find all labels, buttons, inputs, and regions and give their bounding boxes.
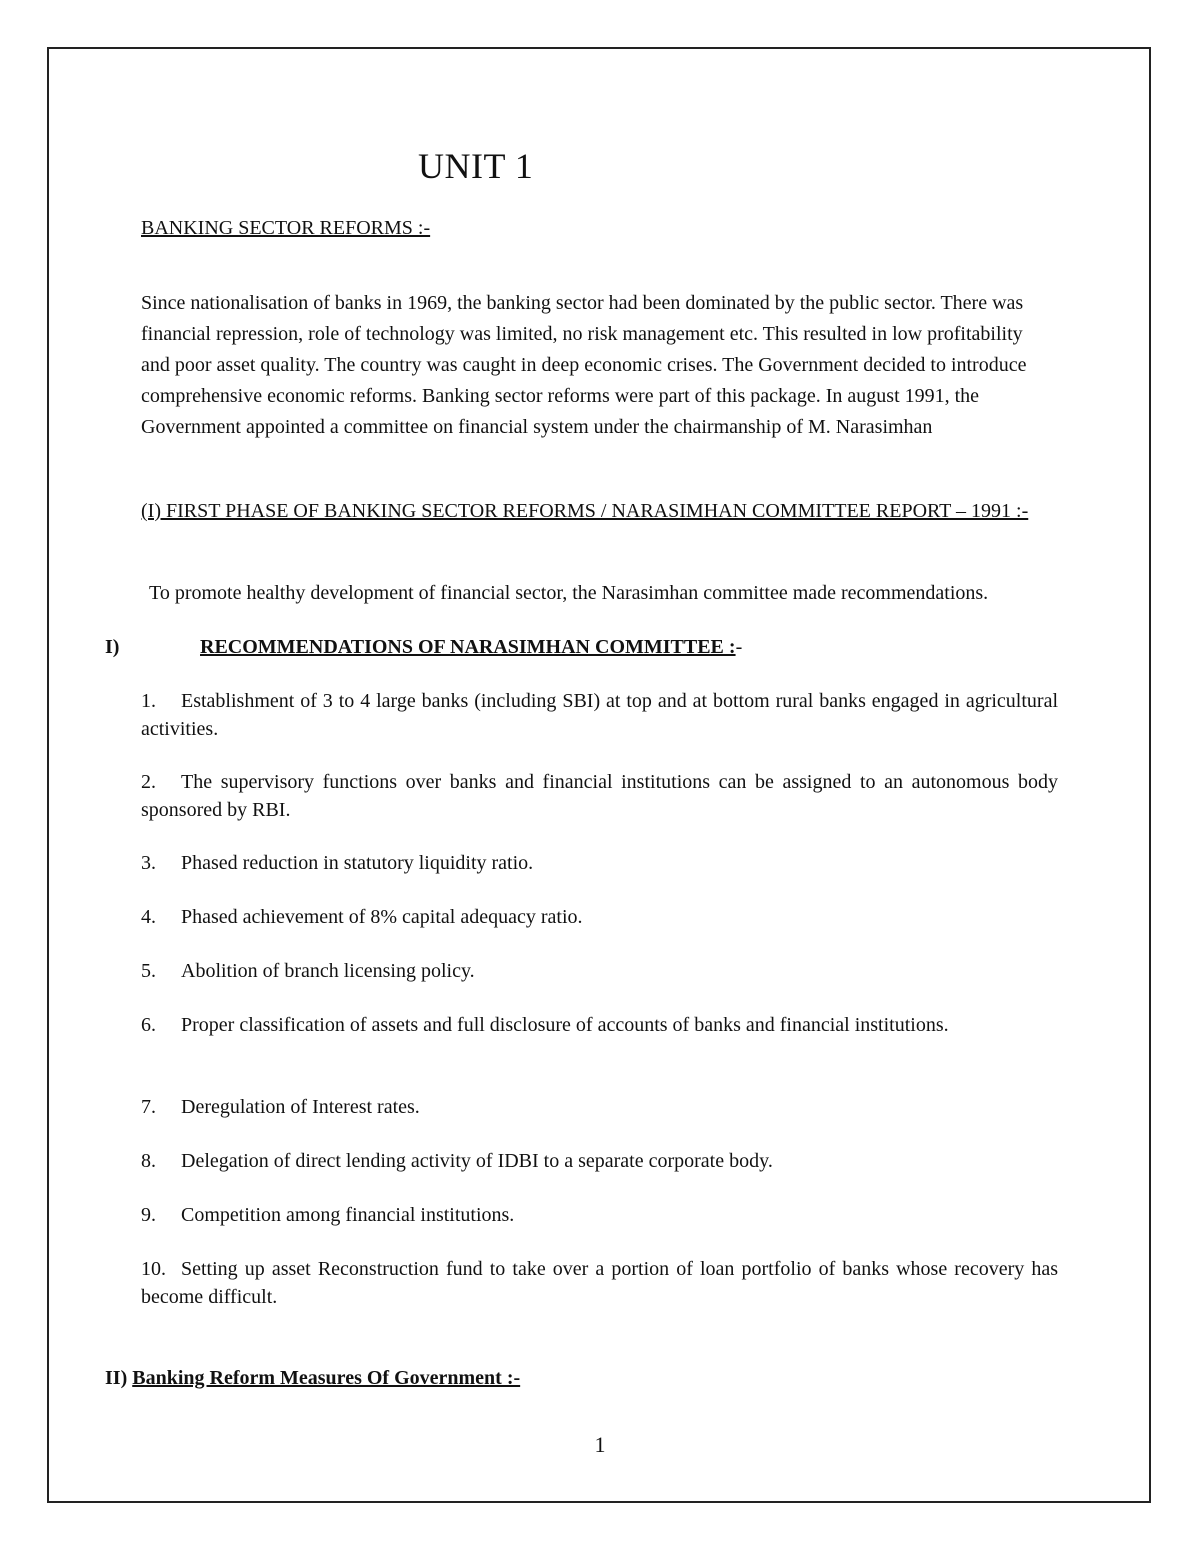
list-item bbox=[141, 957, 1058, 985]
list-item-number: 6. bbox=[141, 1014, 156, 1036]
section-heading: BANKING SECTOR REFORMS :- bbox=[141, 217, 431, 239]
intro-paragraph: Since nationalisation of banks in 1969, the banking sector had been dominated by the public sector. There was financial repression, role of technology was limited, no risk management etc. This resulted in low profitability and poor asset quality. The country was caught in deep economic crises. The Government decided to introduce comprehensive economic reforms. Banking sector reforms were part of this package. In august 1991, the Government appointed a committee on financial system under the chairmanship of M. Narasimhan bbox=[141, 292, 1027, 438]
list-item bbox=[141, 903, 1058, 931]
list-item-text: Competition among financial institutions. bbox=[181, 1204, 515, 1226]
list-item-text: Proper classification of assets and full disclosure of accounts of banks and financial institutions. bbox=[181, 1014, 949, 1036]
list-item-number: 5. bbox=[141, 960, 156, 982]
list-item-text: Setting up asset Reconstruction fund to take over a portion of loan portfolio of banks whose recovery has become difficult. bbox=[141, 1258, 1058, 1308]
measures-heading bbox=[105, 1364, 520, 1392]
list-item-text: Phased achievement of 8% capital adequacy ratio. bbox=[181, 906, 583, 928]
promote-paragraph: To promote healthy development of financial sector, the Narasimhan committee made recommendations. bbox=[149, 582, 989, 604]
list-item bbox=[141, 768, 1058, 824]
rec-heading-suffix: - bbox=[735, 636, 743, 658]
phase-heading: (I) FIRST PHASE OF BANKING SECTOR REFORMS / NARASIMHAN COMMITTEE REPORT – 1991 :- bbox=[141, 500, 1029, 522]
list-item-number: 3. bbox=[141, 852, 156, 874]
list-item bbox=[141, 687, 1058, 743]
unit-title: UNIT 1 bbox=[418, 146, 534, 186]
list-item-text: Delegation of direct lending activity of IDBI to a separate corporate body. bbox=[181, 1150, 773, 1172]
measures-heading-marker: II) bbox=[105, 1367, 128, 1389]
list-item bbox=[141, 1255, 1058, 1311]
list-item-text: Phased reduction in statutory liquidity ratio. bbox=[181, 852, 534, 874]
list-item-number: 9. bbox=[141, 1204, 156, 1226]
recommendations-heading bbox=[105, 633, 1065, 661]
list-item-number: 4. bbox=[141, 906, 156, 928]
list-item-number: 7. bbox=[141, 1096, 156, 1118]
page-number: 1 bbox=[594, 1432, 606, 1457]
list-item-number: 10. bbox=[141, 1258, 166, 1280]
list-item bbox=[141, 1093, 1058, 1121]
list-item bbox=[141, 1011, 1058, 1039]
list-item bbox=[141, 1201, 1058, 1229]
list-item-text: Establishment of 3 to 4 large banks (including SBI) at top and at bottom rural banks engaged in agricultural activities. bbox=[141, 690, 1058, 740]
rec-heading-marker: I) bbox=[105, 636, 120, 658]
list-item-number: 1. bbox=[141, 690, 156, 712]
rec-heading-text: RECOMMENDATIONS OF NARASIMHAN COMMITTEE : bbox=[200, 636, 736, 658]
list-item-text: The supervisory functions over banks and financial institutions can be assigned to an autonomous body sponsored by RBI. bbox=[141, 771, 1058, 821]
list-item-text: Abolition of branch licensing policy. bbox=[181, 960, 475, 982]
measures-heading-text: Banking Reform Measures Of Government :- bbox=[132, 1367, 521, 1389]
list-item-text: Deregulation of Interest rates. bbox=[181, 1096, 420, 1118]
list-item bbox=[141, 849, 1058, 877]
list-item-number: 2. bbox=[141, 771, 156, 793]
list-item bbox=[141, 1147, 1058, 1175]
list-item-number: 8. bbox=[141, 1150, 156, 1172]
